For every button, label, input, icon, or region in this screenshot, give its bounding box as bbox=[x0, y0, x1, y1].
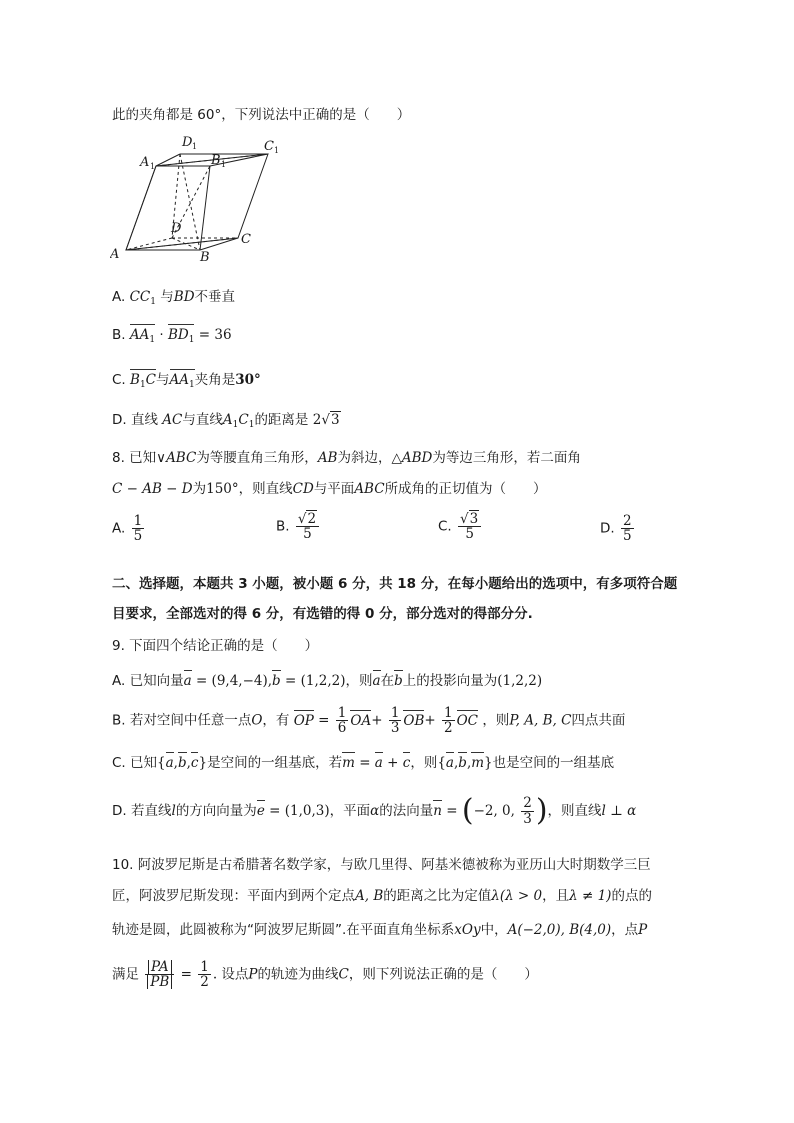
section2-line1: 二、选择题，本题共 3 小题，被小题 6 分，共 18 分，在每小题给出的选项中，有多项符合题 bbox=[112, 576, 678, 592]
label-A: A bbox=[110, 247, 120, 262]
q9-option-c: C. 已知{a,b,c}是空间的一组基底，若m = a + c，则{a,b,m}也是空间的一组基底 bbox=[112, 755, 615, 771]
q10-line4: 满足 $\frac{PA}{PB}$ = $\frac{1}{2}$ . 设点P的轨迹为曲线C，则下列说法正确的是（ ） bbox=[112, 959, 538, 991]
q8-option-d: D. $\frac{2}{5}$ bbox=[600, 513, 632, 545]
q9-option-d: D. 若直线l的方向向量为e = (1,0,3)，平面α的法向量n = (−2, 0, $\frac{2}{3}$ )，则直线l ⊥ α bbox=[112, 793, 637, 828]
label-D1-sub: 1 bbox=[192, 142, 198, 151]
q7-option-d: D. 直线 AC与直线$A_1C_1$的距离是 2√3 bbox=[112, 412, 340, 430]
q7-option-c: C. $B_1C$与$AA_1$夹角是30° bbox=[112, 372, 261, 390]
label-C: C bbox=[241, 232, 251, 247]
question-intro: 此的夹角都是 60°，下列说法中正确的是（ ） bbox=[112, 107, 411, 123]
q9-stem: 9. 下面四个结论正确的是（ ） bbox=[112, 638, 319, 654]
q10-line3: 轨迹是圆，此圆被称为“阿波罗尼斯圆”.在平面直角坐标系xOy中，A(−2,0), B(4,0)，点P bbox=[112, 922, 648, 938]
label-D1: D bbox=[182, 135, 193, 150]
parallelepiped-figure bbox=[110, 134, 290, 264]
label-C1: C bbox=[264, 139, 274, 154]
label-D: D bbox=[171, 221, 182, 236]
label-A1-sub: 1 bbox=[150, 162, 156, 171]
q7-option-a: A. $CC_1$ 与BD不垂直 bbox=[112, 289, 236, 307]
q8-stem-line2: C − AB − D为150°，则直线CD与平面ABC所成角的正切值为（ ） bbox=[112, 481, 547, 497]
label-A1: A bbox=[140, 155, 150, 170]
q10-line1: 10. 阿波罗尼斯是古希腊著名数学家，与欧几里得、阿基米德被称为亚历山大时期数学三巨 bbox=[112, 857, 651, 873]
q10-line2: 匠，阿波罗尼斯发现：平面内到两个定点A, B的距离之比为定值λ(λ > 0，且λ ≠ 1)的点的 bbox=[112, 888, 652, 904]
q8-option-c: C. $\frac{√3}{5}$ bbox=[438, 512, 483, 541]
label-B1-sub: 1 bbox=[221, 160, 227, 169]
q8-option-b: B. $\frac{√2}{5}$ bbox=[276, 512, 321, 541]
q9-option-a: A. 已知向量a = (9,4,−4),b = (1,2,2)，则a在b上的投影向量为(1,2,2) bbox=[112, 673, 543, 689]
q8-option-a: A. $\frac{1}{5}$ bbox=[112, 513, 143, 545]
q9-option-b: B. 若对空间中任意一点O，有 OP = $\frac{1}{6}$ OA+ $\frac{1}{3}$ OB+ $\frac{1}{2}$ OC ，则P, A, B, C四点共面 bbox=[112, 705, 626, 737]
label-C1-sub: 1 bbox=[274, 146, 280, 155]
label-B: B bbox=[200, 250, 210, 264]
section2-line2: 目要求，全部选对的得 6 分，有选错的得 0 分，部分选对的得部分分. bbox=[112, 606, 533, 622]
q7-option-b: B. $AA_1 \cdot BD_1 = 36$ bbox=[112, 327, 232, 345]
q8-stem-line1: 8. 已知∨ABC为等腰直角三角形，AB为斜边，△ABD为等边三角形，若二面角 bbox=[112, 450, 581, 466]
label-B1: B bbox=[211, 153, 221, 168]
